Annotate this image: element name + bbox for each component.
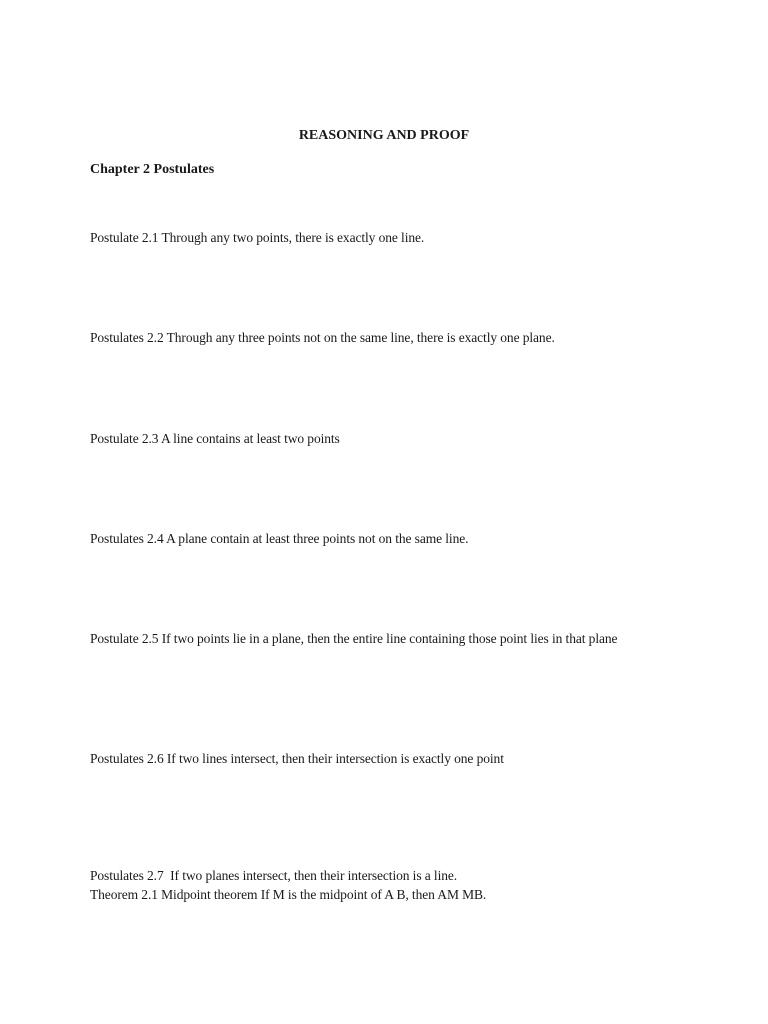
section-heading: Chapter 2 Postulates bbox=[90, 162, 215, 177]
postulate-2-4: Postulates 2.4 A plane contain at least three points not on the same line. bbox=[90, 531, 469, 546]
theorem-2-1: Theorem 2.1 Midpoint theorem If M is the midpoint of A B, then AM MB. bbox=[90, 887, 487, 902]
postulate-2-3: Postulate 2.3 A line contains at least two points bbox=[90, 431, 340, 446]
postulate-2-5: Postulate 2.5 If two points lie in a plane, then the entire line containing those point lies in that plane bbox=[90, 631, 618, 646]
postulate-2-1: Postulate 2.1 Through any two points, there is exactly one line. bbox=[90, 230, 425, 245]
postulate-2-6: Postulates 2.6 If two lines intersect, then their intersection is exactly one point bbox=[90, 751, 504, 766]
document-title: REASONING AND PROOF bbox=[298, 128, 470, 143]
postulate-2-7: Postulates 2.7 If two planes intersect, then their intersection is a line. bbox=[90, 868, 458, 883]
postulate-2-2: Postulates 2.2 Through any three points not on the same line, there is exactly one plane. bbox=[90, 330, 555, 345]
